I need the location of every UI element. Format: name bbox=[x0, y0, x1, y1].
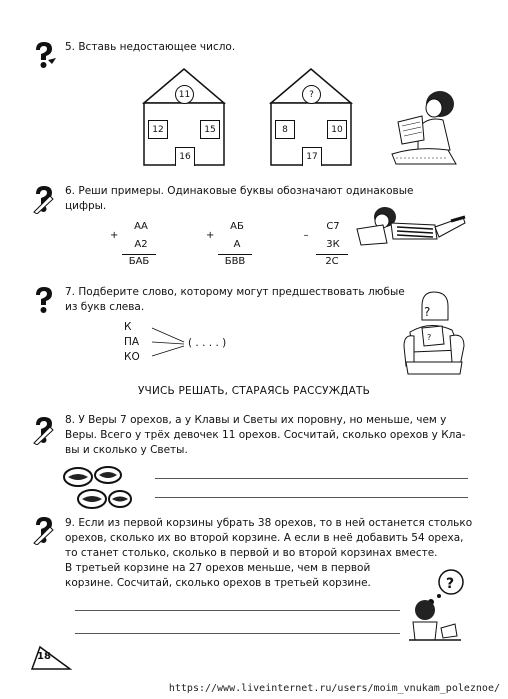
thinking-boy-illustration bbox=[405, 566, 467, 644]
task5-text: 5. Вставь недостающее число. bbox=[65, 41, 236, 53]
answer-line bbox=[155, 478, 468, 479]
girl-armchair-illustration bbox=[400, 290, 468, 376]
ex2-underline bbox=[218, 254, 252, 255]
ex2-top: АБ bbox=[230, 221, 244, 232]
house-1 bbox=[142, 67, 226, 167]
ex2-sign: + bbox=[206, 230, 215, 241]
task9-line5: корзине. Сосчитай, сколько орехов в третьей корзине. bbox=[65, 577, 371, 589]
boy-lying-illustration bbox=[355, 203, 467, 247]
example-3 bbox=[302, 221, 352, 273]
house-1-door: 16 bbox=[175, 147, 195, 166]
girl-reading-illustration bbox=[388, 88, 463, 166]
house-2 bbox=[269, 67, 353, 167]
task9-line4: В третьей корзине на 27 орехов меньше, чем в первой bbox=[65, 562, 371, 574]
house-2-door: 17 bbox=[302, 147, 322, 166]
example-2 bbox=[206, 221, 256, 273]
ex3-result: 2С bbox=[325, 256, 339, 267]
question-mark-icon bbox=[30, 285, 58, 315]
house-1-roof-number: 11 bbox=[175, 85, 194, 104]
question-pencil-icon bbox=[30, 184, 58, 214]
ex1-underline bbox=[122, 254, 156, 255]
ex1-result: БАБ bbox=[128, 256, 150, 267]
svg-text:?: ? bbox=[424, 305, 431, 319]
task7-line2: из букв слева. bbox=[65, 301, 145, 313]
ex3-sign: – bbox=[303, 230, 309, 241]
nuts-illustration bbox=[62, 463, 134, 511]
task8-line2: Веры. Всего у трёх девочек 11 орехов. Сосчитай, сколько орехов у Кла- bbox=[65, 429, 466, 441]
task6-line1: 6. Реши примеры. Одинаковые буквы обозначают одинаковые bbox=[65, 185, 414, 197]
ex1-mid: А2 bbox=[134, 239, 148, 250]
answer-line bbox=[75, 633, 400, 634]
example-1 bbox=[110, 221, 160, 273]
footer-url[interactable]: https://www.liveinternet.ru/users/moim_vnukam_poleznoe/ bbox=[168, 683, 500, 694]
task7-line1: 7. Подберите слово, которому могут предшествовать любые bbox=[65, 286, 405, 298]
question-head-icon bbox=[30, 40, 58, 70]
task9-line3: то станет столько, сколько в первой и во второй корзинах вместе. bbox=[65, 547, 438, 559]
ex2-result: БВВ bbox=[224, 256, 246, 267]
task7-arrows bbox=[150, 326, 186, 360]
answer-line bbox=[75, 610, 400, 611]
task9-line2: орехов, сколько их во второй корзине. А если в неё добавить 54 ореха, bbox=[65, 532, 464, 544]
question-pencil-icon bbox=[30, 415, 58, 445]
task9-line1: 9. Если из первой корзины убрать 38 орехов, то в ней останется столько bbox=[65, 517, 473, 529]
question-pencil-icon bbox=[30, 515, 58, 545]
ex1-sign: + bbox=[110, 230, 119, 241]
house-2-right-window: 10 bbox=[327, 120, 347, 139]
ex2-mid: А bbox=[233, 239, 241, 250]
ex1-top: АА bbox=[134, 221, 148, 232]
page-number: 18 bbox=[37, 651, 51, 662]
svg-text:?: ? bbox=[427, 333, 432, 342]
house-1-right-window: 15 bbox=[200, 120, 220, 139]
house-1-left-window: 12 bbox=[148, 120, 168, 139]
house-2-left-window: 8 bbox=[275, 120, 295, 139]
svg-text:?: ? bbox=[446, 576, 455, 592]
task7-letter-2: ПА bbox=[124, 336, 140, 348]
section-heading: УЧИСЬ РЕШАТЬ, СТАРАЯСЬ РАССУЖДАТЬ bbox=[137, 385, 371, 397]
task7-blank: ( . . . . ) bbox=[188, 337, 227, 349]
task8-line3: вы и сколько у Светы. bbox=[65, 444, 188, 456]
ex3-underline bbox=[316, 254, 348, 255]
ex3-mid: 3К bbox=[326, 239, 340, 250]
task8-line1: 8. У Веры 7 орехов, а у Клавы и Светы их поровну, но меньше, чем у bbox=[65, 414, 447, 426]
house-2-roof-number: ? bbox=[302, 85, 321, 104]
task6-line2: цифры. bbox=[65, 200, 107, 212]
ex3-top: С7 bbox=[326, 221, 340, 232]
answer-line bbox=[155, 497, 468, 498]
task7-letter-1: К bbox=[124, 321, 132, 333]
task7-letter-3: КО bbox=[124, 351, 140, 363]
